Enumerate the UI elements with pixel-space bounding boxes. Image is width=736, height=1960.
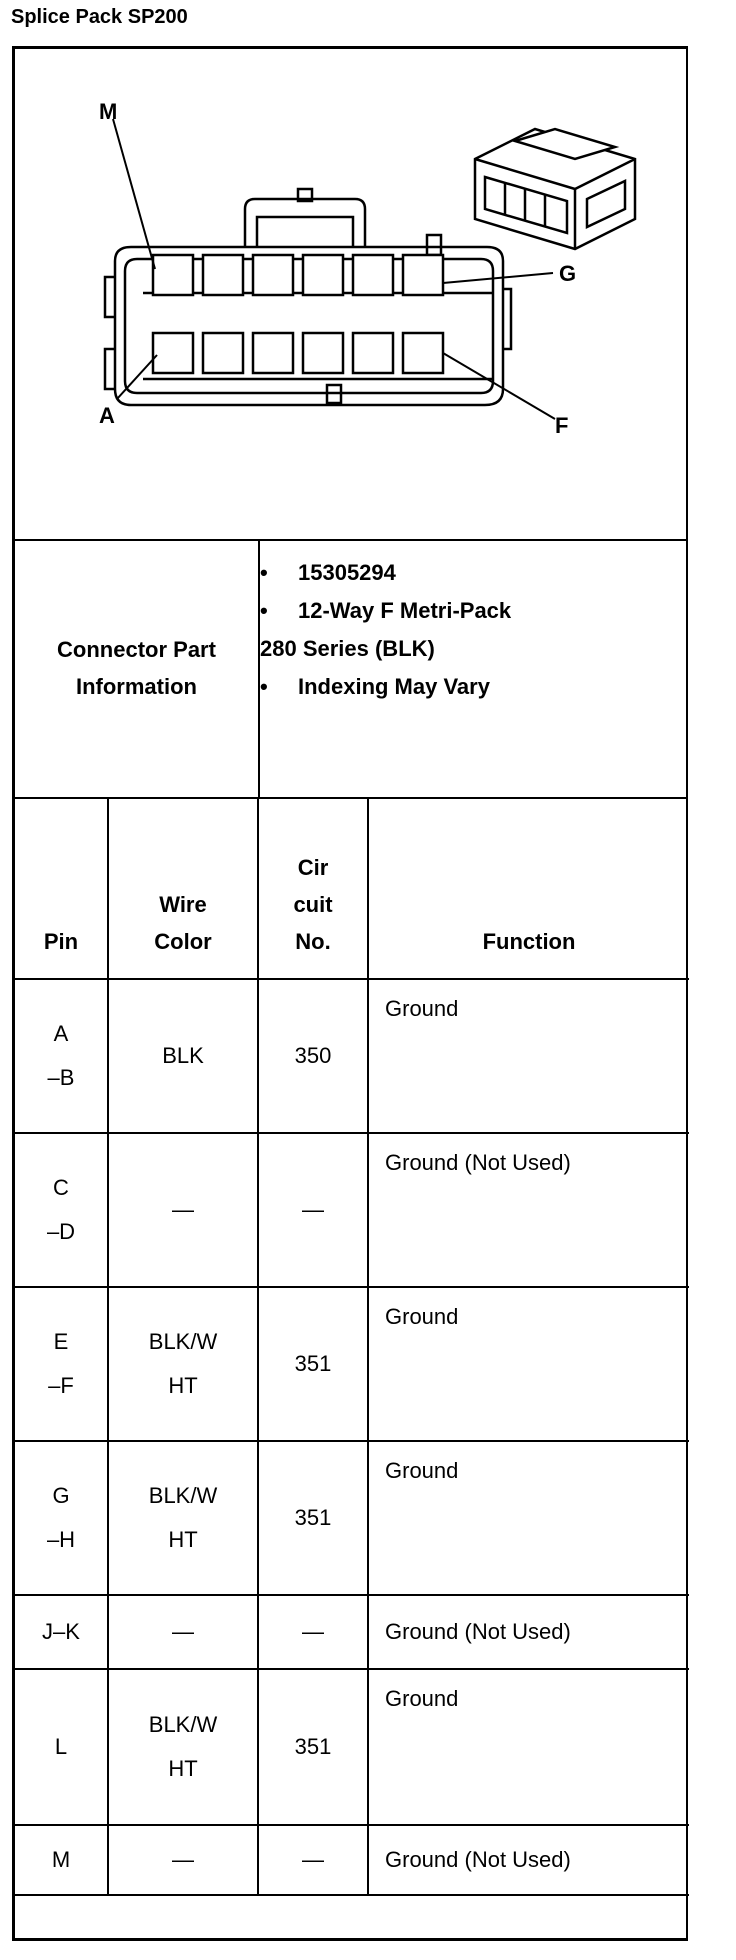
indexing-note: • Indexing May Vary [260,674,490,699]
wire-color-cell: — [108,1825,258,1895]
table-row [15,1133,689,1287]
pin-label-f: F [555,413,569,438]
header-circuit-no: Cir cuit No. [258,799,368,979]
pin-cell: C –D [15,1133,108,1287]
wire-color-cell: BLK/W HT [108,1669,258,1825]
wire-color-cell: — [108,1133,258,1287]
pin-cell: J–K [15,1595,108,1669]
wire-color-cell: BLK/W HT [108,1287,258,1441]
circuit-cell: — [258,1595,368,1669]
pin-cell: G –H [15,1441,108,1595]
circuit-cell: 350 [258,979,368,1133]
wire-color-cell: — [108,1595,258,1669]
connector-part-label [15,539,260,797]
pin-table-header [15,799,689,979]
connector-face-drawing [15,49,689,539]
function-cell: Ground (Not Used) [368,1133,689,1287]
pin-cell: M [15,1825,108,1895]
function-cell: Ground [368,1669,689,1825]
page-title: Splice Pack SP200 [11,6,188,28]
circuit-cell: — [258,1825,368,1895]
circuit-cell: 351 [258,1669,368,1825]
circuit-cell: 351 [258,1287,368,1441]
function-cell: Ground [368,1287,689,1441]
connector-table-frame [12,46,688,1941]
pin-cell: L [15,1669,108,1825]
connector-type: • 12-Way F Metri-Pack [260,598,512,623]
table-row [15,1441,689,1595]
pin-label-a: A [99,403,115,428]
connector-part-info-row [15,539,686,799]
pin-cell: A –B [15,979,108,1133]
header-pin: Pin [15,799,108,979]
circuit-cell: — [258,1133,368,1287]
function-cell: Ground (Not Used) [368,1825,689,1895]
wire-color-cell: BLK/W HT [108,1441,258,1595]
pin-table [15,799,689,1896]
connector-series: 280 Series (BLK) [260,636,435,661]
connector-part-label-line1: Connector Part [57,637,216,662]
table-row [15,1669,689,1825]
table-row [15,1595,689,1669]
connector-part-label-line2: Information [75,674,197,699]
header-function: Function [368,799,689,979]
function-cell: Ground (Not Used) [368,1595,689,1669]
table-row [15,1825,689,1895]
wire-color-cell: BLK [108,979,258,1133]
header-wire-color: Wire Color [108,799,258,979]
table-row [15,979,689,1133]
circuit-cell: 351 [258,1441,368,1595]
pin-label-m: M [99,99,118,124]
connector-diagram [15,49,686,541]
function-cell: Ground [368,979,689,1133]
pin-cell: E –F [15,1287,108,1441]
table-row [15,1287,689,1441]
connector-part-details [260,554,686,706]
pin-label-g: G [559,261,577,286]
part-number: • 15305294 [260,560,396,585]
function-cell: Ground [368,1441,689,1595]
